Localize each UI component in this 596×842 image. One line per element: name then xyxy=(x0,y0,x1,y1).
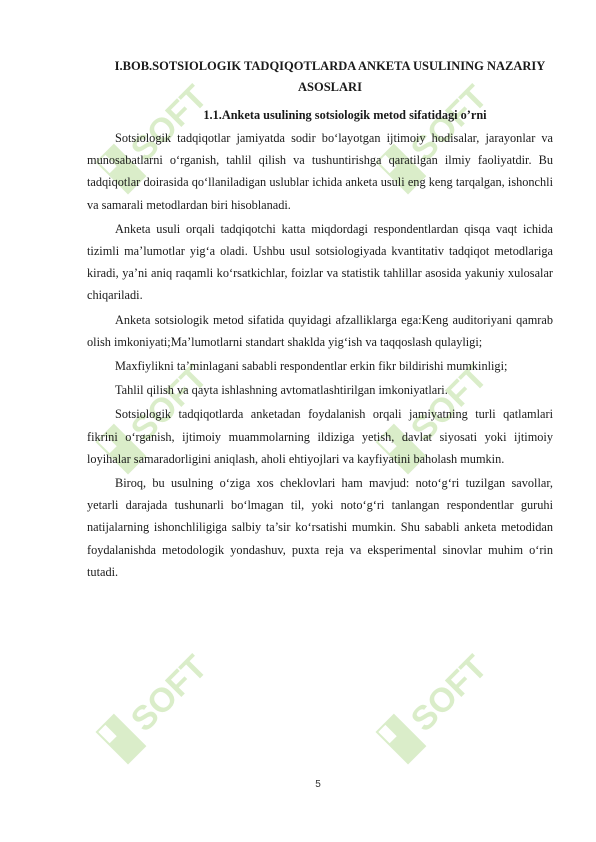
page-number: 5 xyxy=(315,779,321,790)
watermark-logo xyxy=(70,640,220,790)
svg-text:SOFT: SOFT xyxy=(403,358,495,450)
document-body xyxy=(87,56,553,585)
paragraph: Anketa sotsiologik metod sifatida quyidagi afzalliklarga ega:Keng auditoriyani qamrab olish imkoniyati;Ma’lumotlarni standart shaklda yig‘ish va taqqoslash qulayligi; xyxy=(87,312,553,349)
paragraph: Biroq, bu usulning o‘ziga xos cheklovlari ham mavjud: noto‘g‘ri tuzilgan savollar, yetarli darajada tushunarli bo‘lmagan til, yoki noto‘g‘ri tanlangan respondentlar guruhi natijalarning ishonchliligiga salbiy ta’sir ko‘rsatishi mumkin. Shu sababli anketa metodidan foydalanishda metodologik yondashuv, puxta reja va eksperimental sinovlar muhim o‘rin tutadi. xyxy=(87,476,553,579)
svg-text:SOFT: SOFT xyxy=(123,648,215,740)
paragraph: Sotsiologik tadqiqotlar jamiyatda sodir bo‘layotgan ijtimoiy hodisalar, jarayonlar va munosabatlarni o‘rganish, tahlil qilish va tushuntirishga qaratilgan ilmiy faoliyatdir. Bu tadqiqotlar doirasida qo‘llaniladigan uslublar ichida anketa usuli eng keng tarqalgan, ishonchli va samarali metodlardan biri hisoblanadi. xyxy=(87,131,553,212)
paragraph: Maxfiylikni ta’minlagani sababli respondentlar erkin fikr bildirishi mumkinligi; xyxy=(115,359,508,374)
paragraph: Tahlil qilish va qayta ishlashning avtomatlashtirilgan imkoniyatlari. xyxy=(115,383,448,398)
svg-text:SOFT: SOFT xyxy=(123,358,215,450)
svg-text:SOFT: SOFT xyxy=(123,78,215,170)
svg-text:SOFT: SOFT xyxy=(403,648,495,740)
section-title: 1.1.Anketa usulining sotsiologik metod sifatidagi o’rni xyxy=(203,108,487,122)
chapter-title: I.BOB.SOTSIOLOGIK TADQIQOTLARDA ANKETA USULINING NAZARIY ASOSLARI xyxy=(114,59,546,94)
watermark-logo xyxy=(350,640,500,790)
paragraph: Anketa usuli orqali tadqiqotchi katta miqdordagi respondentlardan qisqa vaqt ichida tizimli ma’lumotlar yig‘a oladi. Ushbu usul sotsiologiyada kvantitativ tadqiqot metodlariga kiradi, ya’ni aniq raqamli ko‘rsatkichlar, foizlar va statistik tahlillar asosida yakuniy xulosalar chiqariladi. xyxy=(87,221,553,303)
svg-text:SOFT: SOFT xyxy=(403,78,495,170)
paragraph: Sotsiologik tadqiqotlarda anketadan foydalanish orqali jamiyatning turli qatlamlari fikrini o‘rganish, ijtimoiy muammolarning ildiziga yetish, davlat siyosati yoki ijtimoiy loyihalar samaradorligini aniqlash, aholi ehtiyojlari va kayfiyatini baholash mumkin. xyxy=(87,407,553,466)
